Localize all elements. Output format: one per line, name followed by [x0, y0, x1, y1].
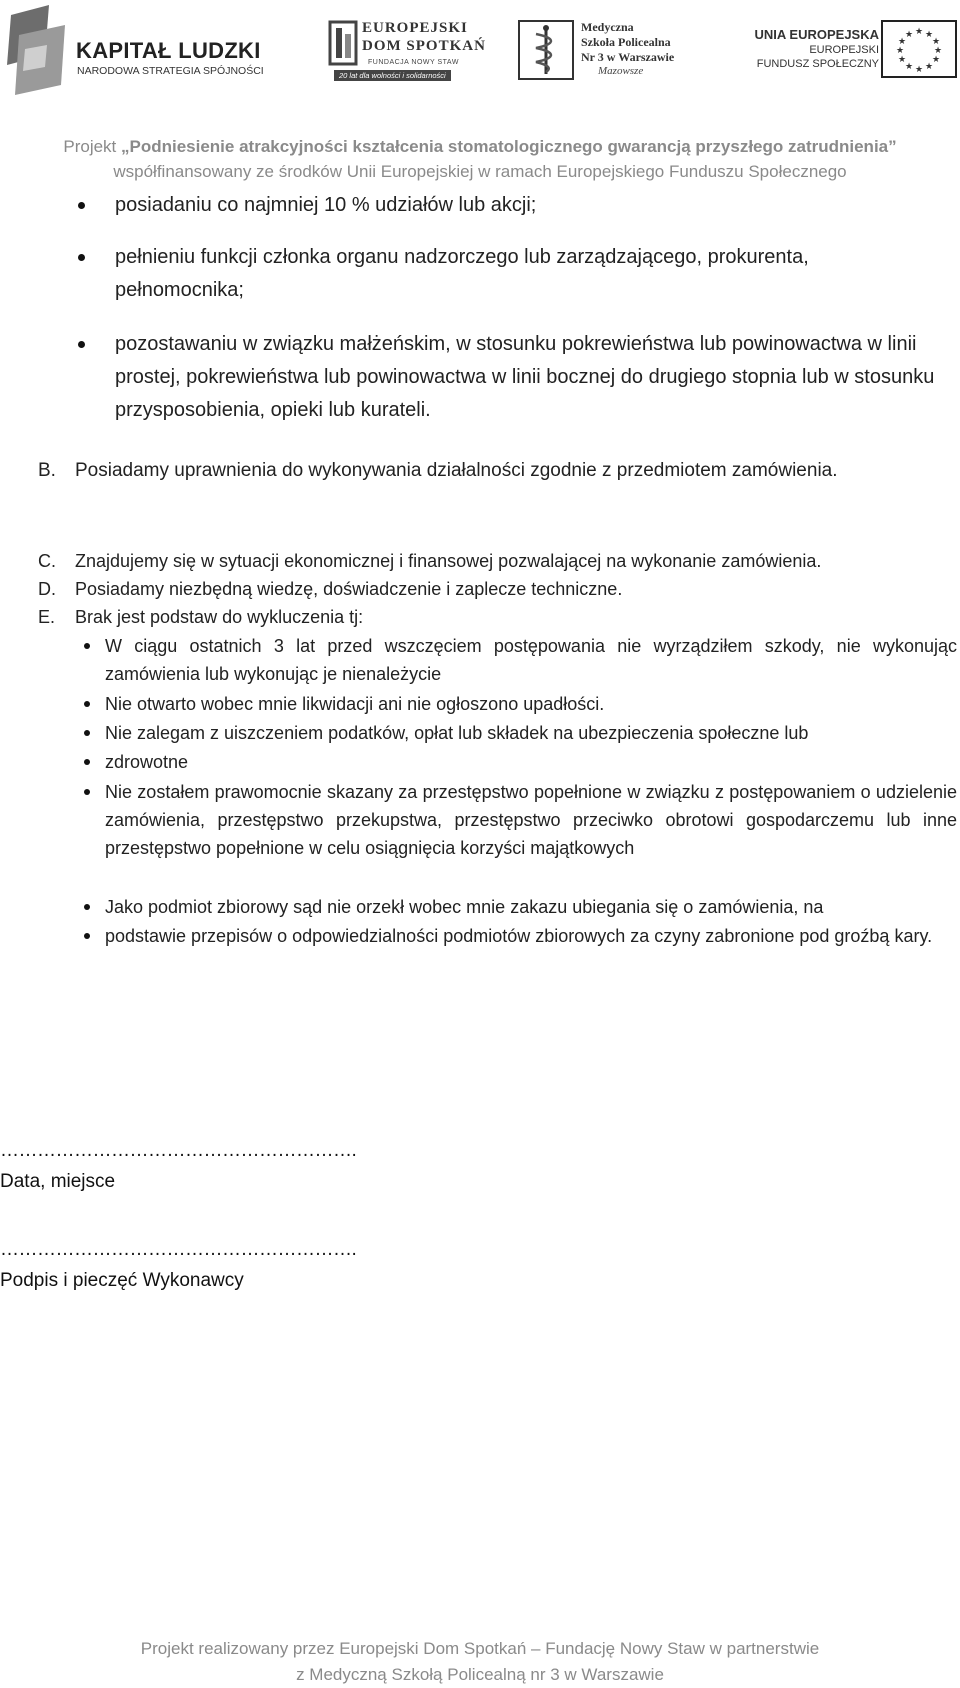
svg-text:★: ★ [897, 54, 907, 64]
svg-text:★: ★ [895, 45, 905, 55]
section-b-letter: B. [38, 460, 56, 481]
eds-line-2: DOM SPOTKAŃ [362, 38, 486, 54]
project-title: „Podniesienie atrakcyjności kształcenia stomatologicznego gwarancją przyszłego zatrudnienia” [121, 137, 897, 156]
svg-text:★: ★ [914, 26, 924, 36]
list-item: pełnieniu funkcji członka organu nadzorczego lub zarządzającego, prokurenta, pełnomocnika; [115, 241, 935, 307]
page-footer [0, 1636, 960, 1688]
project-prefix: Projekt [63, 137, 121, 156]
svg-text:★: ★ [933, 45, 943, 55]
svg-text:★: ★ [897, 36, 907, 46]
eds-line-3: FUNDACJA NOWY STAW [368, 59, 459, 66]
section-d-letter: D. [38, 579, 56, 599]
contractor-signature-line: …………………………………………………. [0, 1239, 357, 1260]
list-item: W ciągu ostatnich 3 lat przed wszczęciem postępowania nie wyrządziłem szkody, nie wykonując zamówienia lub wykonując je nienależycie [105, 632, 957, 688]
eds-line-1: EUROPEJSKI [362, 20, 468, 36]
ue-line-2: EUROPEJSKI [809, 44, 879, 56]
svg-text:★: ★ [904, 61, 914, 71]
section-b [38, 455, 945, 487]
kapital-ludzki-title: KAPITAŁ LUDZKI [76, 38, 261, 63]
footer-line-1: Projekt realizowany przez Europejski Dom Spotkań – Fundację Nowy Staw w partnerstwie [140, 1639, 820, 1658]
list-item: Nie zalegam z uiszczeniem podatków, opłat lub składek na ubezpieczenia społeczne lub [105, 719, 957, 747]
svg-text:★: ★ [914, 64, 924, 74]
list-item: pozostawaniu w związku małżeńskim, w stosunku pokrewieństwa lub powinowactwa w linii prostej, pokrewieństwa lub powinowactwa w linii bocznej do drugiego stopnia lub w stosunku przysposobienia, opieki lub kurateli. [115, 328, 935, 427]
ue-line-3: FUNDUSZ SPOŁECZNY [756, 58, 879, 70]
list-item: zdrowotne [105, 748, 957, 776]
svg-text:★: ★ [904, 29, 914, 39]
kapital-ludzki-subtitle: NARODOWA STRATEGIA SPÓJNOŚCI [77, 65, 264, 77]
msp-line-1: Medyczna [581, 20, 634, 34]
footer-line-2: z Medyczną Szkołą Policealną nr 3 w Warszawie [296, 1665, 664, 1684]
section-c-text: Znajdujemy się w sytuacji ekonomicznej i finansowej pozwalającej na wykonanie zamówienia. [75, 551, 822, 571]
list-item: Nie zostałem prawomocnie skazany za przestępstwo popełnione w związku z postępowaniem o udzielenie zamówienia, przestępstwo przekupstwa, przestępstwo przeciwko obrotowi gospodarczemu lub inne przestępstwo popełnione w celu osiągnięcia korzyści majątkowych [105, 778, 957, 862]
list-item: podstawie przepisów o odpowiedzialności podmiotów zbiorowych za czyny zabronione pod groźbą kary. [105, 922, 957, 950]
svg-text:★: ★ [931, 36, 941, 46]
msp-line-2: Szkoła Policealna [581, 35, 671, 49]
section-e [38, 603, 955, 631]
msp-line-4: Mazowsze [598, 65, 644, 77]
svg-text:★: ★ [924, 29, 934, 39]
msp-line-3: Nr 3 w Warszawie [581, 50, 675, 64]
contractor-signature-label: Podpis i pieczęć Wykonawcy [0, 1270, 244, 1291]
svg-text:★: ★ [931, 54, 941, 64]
list-item: Nie otwarto wobec mnie likwidacji ani nie ogłoszono upadłości. [105, 690, 957, 718]
cofinanced-line: współfinansowany ze środków Unii Europejskiej w ramach Europejskiego Funduszu Społecznego [113, 162, 847, 181]
date-signature-line: …………………………………………………. [0, 1140, 357, 1161]
ue-line-1: UNIA EUROPEJSKA [754, 27, 879, 42]
section-b-text: Posiadamy uprawnienia do wykonywania działalności zgodnie z przedmiotem zamówienia. [75, 460, 838, 481]
list-item: posiadaniu co najmniej 10 % udziałów lub akcji; [115, 189, 935, 222]
list-item: Jako podmiot zbiorowy sąd nie orzekł wobec mnie zakazu ubiegania się o zamówienia, na [105, 893, 957, 921]
svg-text:★: ★ [924, 61, 934, 71]
section-d [38, 575, 955, 603]
section-d-text: Posiadamy niezbędną wiedzę, doświadczenie i zaplecze techniczne. [75, 579, 623, 599]
eds-line-4: 20 lat dla wolności i solidarności [334, 70, 451, 81]
date-place-label: Data, miejsce [0, 1171, 116, 1192]
section-e-text: Brak jest podstaw do wykluczenia tj: [75, 607, 364, 627]
section-c-letter: C. [38, 551, 56, 571]
section-c [38, 547, 955, 575]
section-e-letter: E. [38, 607, 56, 627]
